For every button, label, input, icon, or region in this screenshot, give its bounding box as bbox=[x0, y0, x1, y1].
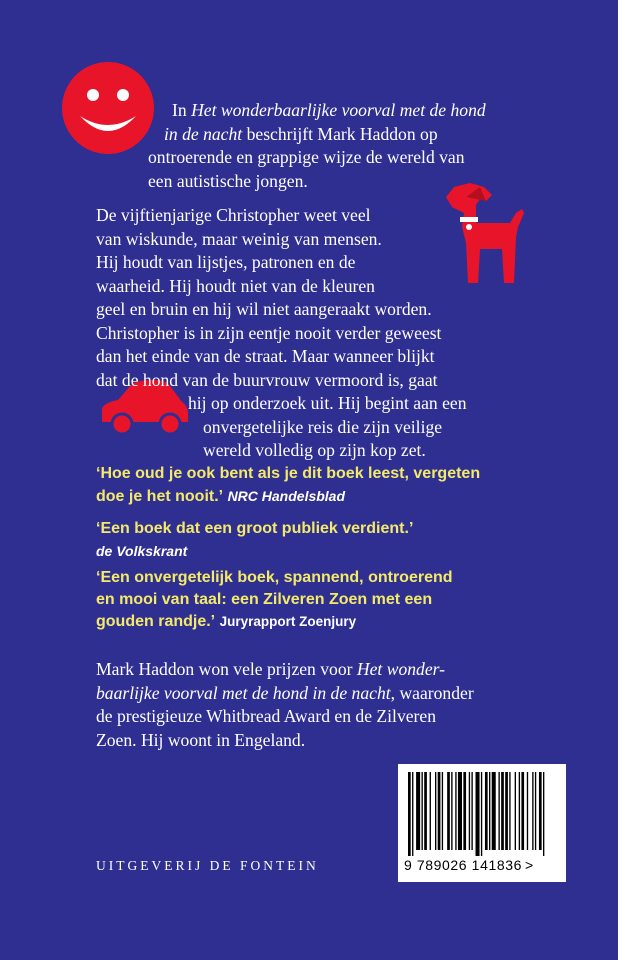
isbn-number bbox=[404, 857, 534, 873]
barcode-bar bbox=[447, 772, 450, 850]
quote-text: gouden randje.’ bbox=[96, 613, 216, 630]
barcode-bar bbox=[515, 772, 516, 850]
quote-text: ‘Hoe oud je ook bent als je dit boek leest, vergeten bbox=[96, 465, 481, 482]
barcode-bar bbox=[492, 772, 496, 850]
isbn-digits: 9 789026 141836 bbox=[404, 857, 522, 873]
quote-text: ‘Een boek dat een groot publiek verdient.’ bbox=[96, 520, 414, 537]
smiley-icon bbox=[60, 60, 156, 156]
barcode-bar bbox=[455, 772, 456, 850]
barcode-bar bbox=[521, 772, 524, 850]
barcode-bar bbox=[527, 772, 528, 850]
story-line: wereld volledig op zijn kop zet. bbox=[203, 440, 426, 460]
barcode-bar bbox=[498, 772, 499, 850]
barcode-bar bbox=[501, 772, 504, 850]
book-title: Het wonderbaarlijke voorval met de hond bbox=[191, 100, 486, 120]
dog-icon bbox=[440, 183, 526, 285]
barcode-bar bbox=[422, 772, 423, 850]
quote-text: en mooi van taal: een Zilveren Zoen met een bbox=[96, 591, 433, 608]
bio-text: de prestigieuze Whitbread Award en de Zilveren bbox=[96, 706, 437, 726]
barcode-bar bbox=[519, 772, 520, 850]
barcode-bar bbox=[438, 772, 441, 850]
barcode-bar bbox=[539, 772, 542, 850]
barcode-bar bbox=[458, 772, 462, 850]
barcode-bar bbox=[416, 772, 420, 850]
barcode-bar bbox=[481, 772, 482, 856]
intro-text: een autistische jongen. bbox=[148, 170, 308, 191]
story-line: hij op onderzoek uit. Hij begint aan een bbox=[188, 393, 467, 413]
quote-text: doe je het nooit.’ bbox=[96, 488, 224, 505]
barcode-bar bbox=[485, 772, 488, 850]
intro-text: ontroerende en grappige wijze de wereld van bbox=[148, 147, 465, 167]
barcode-bar bbox=[476, 772, 480, 856]
bio-paragraph bbox=[96, 658, 474, 752]
quote-source: de Volkskrant bbox=[96, 543, 188, 559]
story-line: waarheid. Hij houdt niet van de kleuren bbox=[96, 275, 375, 296]
barcode-bar bbox=[505, 772, 508, 850]
intro-text: beschrijft Mark Haddon op bbox=[242, 123, 438, 144]
barcode-bar bbox=[535, 772, 536, 850]
isbn-end-mark: > bbox=[525, 857, 534, 873]
barcode-bars bbox=[406, 772, 558, 856]
barcode-bar bbox=[532, 772, 533, 850]
story-line: onvergetelijke reis die zijn veilige bbox=[203, 416, 443, 437]
story-line: Christopher is in zijn eentje nooit verder geweest bbox=[96, 322, 442, 343]
story-line: dan het einde van de straat. Maar wanneer blijkt bbox=[96, 346, 435, 366]
barcode-bar bbox=[412, 772, 413, 856]
barcode-bar bbox=[543, 772, 544, 856]
review-quote-volkskrant bbox=[96, 518, 413, 561]
intro-paragraph bbox=[148, 99, 486, 193]
barcode-bar bbox=[469, 772, 470, 850]
book-title: in de nacht bbox=[164, 123, 243, 144]
bio-text: Zoen. Hij woont in Engeland. bbox=[96, 729, 306, 750]
quote-source: Juryrapport Zoenjury bbox=[219, 614, 357, 629]
quote-text: ‘Een onvergetelijk boek, spannend, ontroerend bbox=[96, 569, 453, 586]
barcode-bar bbox=[463, 772, 466, 850]
story-line: van wiskunde, maar weinig van mensen. bbox=[96, 228, 382, 249]
book-title: baarlijke voorval met de hond in de nacht bbox=[96, 682, 391, 703]
review-quote-jury bbox=[96, 567, 453, 633]
story-line: dat de hond van de buurvrouw vermoord is, gaat bbox=[96, 369, 438, 390]
barcode-bar bbox=[489, 772, 490, 850]
barcode-bar bbox=[442, 772, 443, 850]
barcode-bar bbox=[509, 772, 510, 850]
barcode-bar bbox=[435, 772, 436, 850]
intro-text: In bbox=[172, 100, 192, 120]
review-quote-nrc bbox=[96, 463, 480, 508]
isbn-barcode bbox=[398, 764, 566, 882]
barcode-bar bbox=[408, 772, 411, 856]
story-line: geel en bruin en hij wil niet aangeraakt worden. bbox=[96, 299, 432, 319]
story-line: De vijftienjarige Christopher weet veel bbox=[96, 205, 371, 225]
book-title: Het wonder- bbox=[356, 659, 445, 679]
bio-text: Mark Haddon won vele prijzen voor bbox=[96, 659, 357, 679]
barcode-bar bbox=[451, 772, 452, 850]
story-line: Hij houdt van lijstjes, patronen en de bbox=[96, 252, 356, 272]
publisher-name: UITGEVERIJ DE FONTEIN bbox=[96, 858, 319, 873]
barcode-bar bbox=[471, 772, 472, 850]
quote-source: NRC Handelsblad bbox=[227, 488, 346, 504]
bio-text: , waaronder bbox=[390, 682, 474, 703]
barcode-bar bbox=[424, 772, 427, 850]
barcode-bar bbox=[430, 772, 431, 850]
